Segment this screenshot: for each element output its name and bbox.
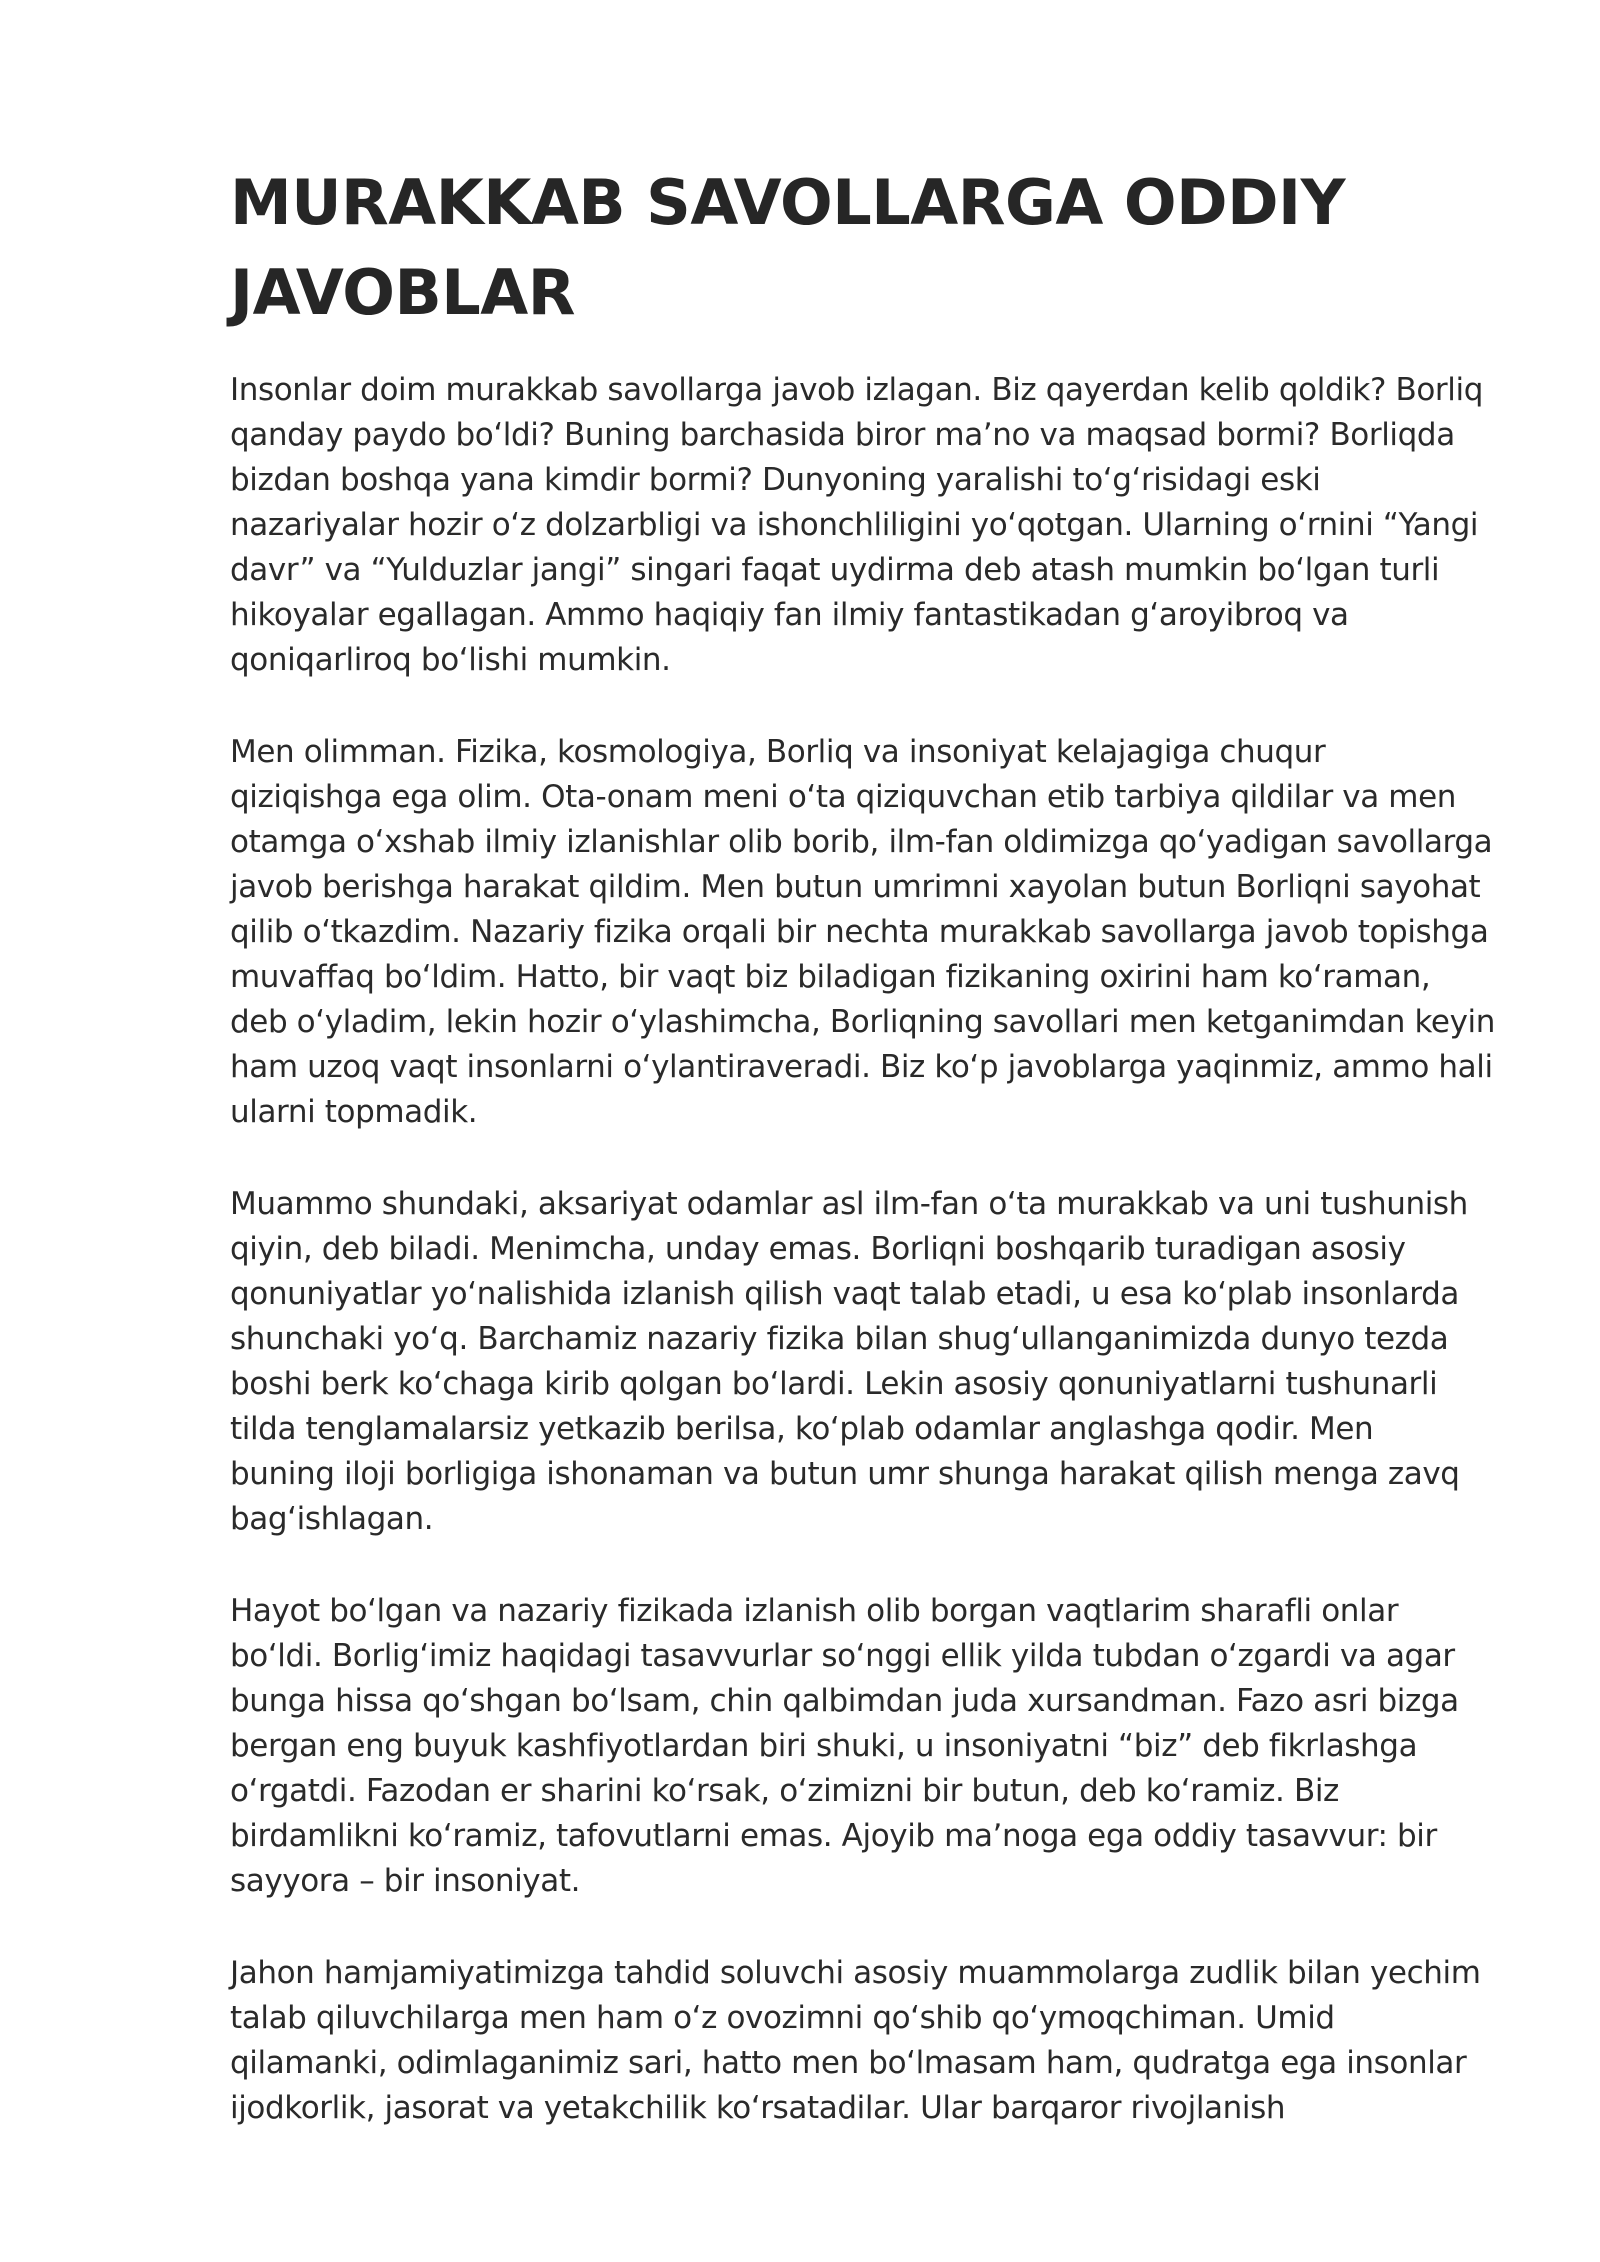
paragraph-5: Jahon hamjamiyatimizga tahdid soluvchi asosiy muammolarga zudlik bilan yechim talab qiluvchilarga men ham o‘z ovozimni qo‘shib qo‘ymoqchiman. Umid qilamanki, odimlaganimiz sari, hatto men bo‘lmasam ham, qudratga ega insonlar ijodkorlik, jasorat va yetakchilik ko‘rsatadilar. Ular barqaror rivojlanish xyxy=(230,1955,1481,2126)
paragraph-1: Insonlar doim murakkab savollarga javob izlagan. Biz qayerdan kelib qoldik? Borliq qanday paydo bo‘ldi? Buning barchasida biror ma’no va maqsad bormi? Borliqda bizdan boshqa yana kimdir bormi? Dunyoning yaralishi to‘g‘risidagi eski nazariyalar hozir o‘z dolzarbligi va ishonchliligini yo‘qotgan. Ularning o‘rnini “Yangi davr” va “Yulduzlar jangi” singari faqat uydirma deb atash mumkin bo‘lgan turli hikoyalar egallagan. Ammo haqiqiy fan ilmiy fantastikadan g‘aroyibroq va qoniqarliroq bo‘lishi mumkin. xyxy=(230,372,1483,678)
paragraph-3: Muammo shundaki, aksariyat odamlar asl ilm-fan o‘ta murakkab va uni tushunish qiyin, deb biladi. Menimcha, unday emas. Borliqni boshqarib turadigan asosiy qonuniyatlar yo‘nalishida izlanish qilish vaqt talab etadi, u esa ko‘plab insonlarda shunchaki yo‘q. Barchamiz nazariy fizika bilan shug‘ullanganimizda dunyo tezda boshi berk ko‘chaga kirib qolgan bo‘lardi. Lekin asosiy qonuniyatlarni tushunarli tilda tenglamalarsiz yetkazib berilsa, ko‘plab odamlar anglashga qodir. Men buning iloji borligiga ishonaman va butun umr shunga harakat qilish menga zavq bag‘ishlagan. xyxy=(230,1186,1468,1537)
paragraph-4: Hayot bo‘lgan va nazariy fizikada izlanish olib borgan vaqtlarim sharafli onlar bo‘ldi. Borlig‘imiz haqidagi tasavvurlar so‘nggi ellik yilda tubdan o‘zgardi va agar bunga hissa qo‘shgan bo‘lsam, chin qalbimdan juda xursandman. Fazo asri bizga bergan eng buyuk kashfiyotlardan biri shuki, u insoniyatni “biz” deb fikrlashga o‘rgatdi. Fazodan er sharini ko‘rsak, o‘zimizni bir butun, deb ko‘ramiz. Biz birdamlikni ko‘ramiz, tafovutlarni emas. Ajoyib ma’noga ega oddiy tasavvur: bir sayyora – bir insoniyat. xyxy=(230,1593,1459,1899)
page-title: MURAKKAB SAVOLLARGA ODDIY JAVOBLAR xyxy=(230,166,1346,329)
paragraph-2: Men olimman. Fizika, kosmologiya, Borliq va insoniyat kelajagiga chuqur qiziqishga ega olim. Ota-onam meni o‘ta qiziquvchan etib tarbiya qildilar va men otamga o‘xshab ilmiy izlanishlar olib borib, ilm-fan oldimizga qo‘yadigan savollarga javob berishga harakat qildim. Men butun umrimni xayolan butun Borliqni sayohat qilib o‘tkazdim. Nazariy fizika orqali bir nechta murakkab savollarga javob topishga muvaffaq bo‘ldim. Hatto, bir vaqt biz biladigan fizikaning oxirini ham ko‘raman, deb o‘yladim, lekin hozir o‘ylashimcha, Borliqning savollari men ketganimdan keyin ham uzoq vaqt insonlarni o‘ylantiraveradi. Biz ko‘p javoblarga yaqinmiz, ammo hali ularni topmadik. xyxy=(230,734,1495,1130)
document-page xyxy=(230,158,1500,2178)
